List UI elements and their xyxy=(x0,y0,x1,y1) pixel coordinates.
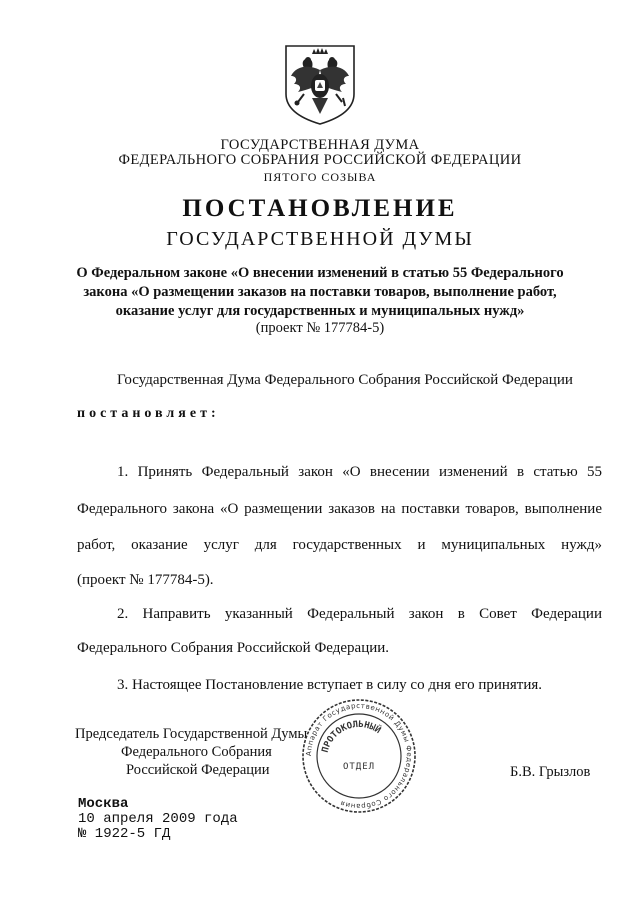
subject-line-1: О Федеральном законе «О внесении изменений в статью 55 Федерального xyxy=(76,265,564,281)
protocol-department-stamp xyxy=(300,697,418,815)
stamp-inner-arc: ПРОТОКОЛЬНЫЙ xyxy=(320,719,383,754)
state-emblem-icon xyxy=(282,42,358,126)
signatory-position-1: Председатель Государственной Думы xyxy=(75,726,308,742)
item-1-line-3: работ, оказание услуг для государственных и муниципальных нужд» xyxy=(77,537,602,553)
item-1-line-1: 1. Принять Федеральный закон «О внесении изменений в статью 55 xyxy=(117,464,602,480)
item-2-line-2: Федерального Собрания Российской Федерации. xyxy=(77,640,390,656)
footer-number: № 1922-5 ГД xyxy=(78,826,171,842)
signatory-position-3: Российской Федерации xyxy=(126,762,270,778)
document-title: ПОСТАНОВЛЕНИЕ xyxy=(182,195,458,222)
header-assembly: ФЕДЕРАЛЬНОГО СОБРАНИЯ РОССИЙСКОЙ ФЕДЕРАЦИИ xyxy=(118,152,522,168)
header-convocation: ПЯТОГО СОЗЫВА xyxy=(263,170,377,184)
stamp-center-text: ОТДЕЛ xyxy=(342,762,376,772)
intro-text: Государственная Дума Федерального Собрания Российской Федерации xyxy=(117,372,573,388)
stamp-ring-text: Аппарат Государственной Думы Федерального Собрания xyxy=(304,701,414,811)
svg-text:Аппарат Государственной Думы Ф xyxy=(305,702,413,810)
signatory-name: Б.В. Грызлов xyxy=(510,764,591,780)
document-subtitle: ГОСУДАРСТВЕННОЙ ДУМЫ xyxy=(166,228,474,250)
item-3: 3. Настоящее Постановление вступает в силу со дня его принятия. xyxy=(117,677,543,693)
footer-date: 10 апреля 2009 года xyxy=(78,811,238,827)
project-number: (проект № 177784-5) xyxy=(255,320,385,336)
header-duma: ГОСУДАРСТВЕННАЯ ДУМА xyxy=(220,137,420,153)
footer-city: Москва xyxy=(78,796,129,812)
resolves-text: постановляет: xyxy=(77,406,220,421)
subject-line-2: закона «О размещении заказов на поставки товаров, выполнение работ, xyxy=(83,284,557,300)
item-1-line-4: (проект № 177784-5). xyxy=(77,572,214,588)
item-2-line-1: 2. Направить указанный Федеральный закон в Совет Федерации xyxy=(117,606,602,622)
item-1-line-2: Федерального закона «О размещении заказов на поставки товаров, выполнение xyxy=(77,501,602,517)
subject-line-3: оказание услуг для государственных и муниципальных нужд» xyxy=(115,303,525,319)
signatory-position-2: Федерального Собрания xyxy=(121,744,272,760)
